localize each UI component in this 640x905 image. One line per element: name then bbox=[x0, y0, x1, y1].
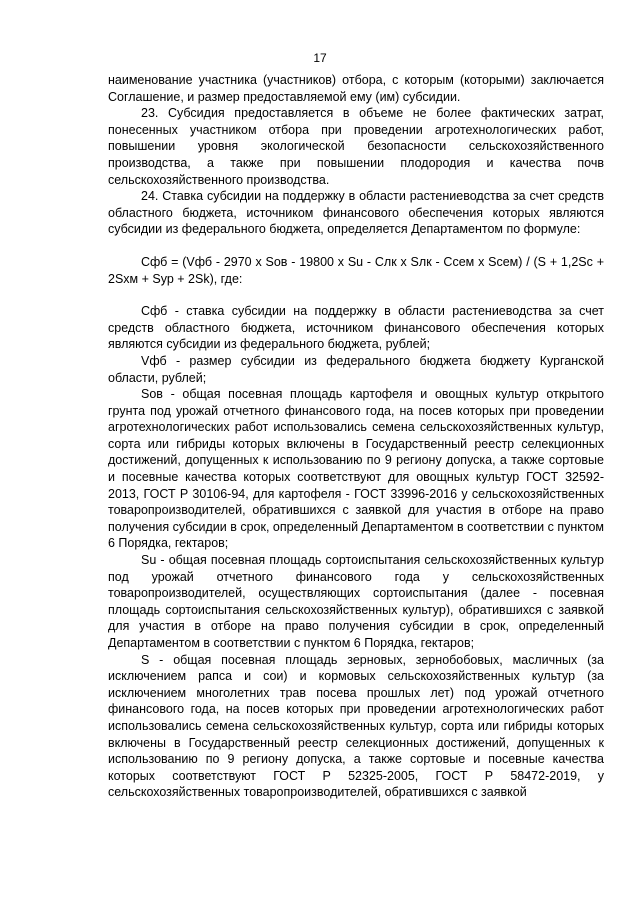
paragraph-24: 24. Ставка субсидии на поддержку в области растениеводства за счет средств областного бюджета, источником финансового обеспечения которых являются субсидии из федерального бюджета, определяется Департаментом по формуле: bbox=[108, 189, 604, 237]
definition-sov: Sов - общая посевная площадь картофеля и овощных культур открытого грунта под урожай отчетного финансового года, на посев которых при проведении агротехнологических работ использовались семена сельскохозяйственных культур, сорта или гибриды которых включены в Государственный реестр селекционных достижений, допущенных к использованию по 9 региону допуска, а также сортовые и посевные качества которых соответствуют для овощных культур ГОСТ 32592-2013, ГОСТ Р 30106-94, для картофеля - ГОСТ 33996-2016 у сельскохозяйственных товаропроизводителей, обратившихся с заявкой для участия в отборе на право получения субсидии в срок, определенный Департаментом в соответствии с пунктом 6 Порядка, гектаров; bbox=[108, 387, 604, 551]
spacer bbox=[108, 287, 604, 303]
document-body bbox=[108, 72, 604, 801]
definition-su: Su - общая посевная площадь сортоиспытания сельскохозяйственных культур под урожай отчетного финансового года у сельскохозяйственных товаропроизводителей, осуществляющих сортоиспытания (далее - посевная площадь сортоиспытания сельскохозяйственных культур), обратившихся с заявкой для участия в отборе на право получения субсидии в срок, определенный Департаментом в соответствии с пунктом 6 Порядка, гектаров; bbox=[108, 553, 604, 650]
definition-sfb: Сфб - ставка субсидии на поддержку в области растениеводства за счет средств областного бюджета, источником финансового обеспечения которых являются субсидии из федерального бюджета, рублей; bbox=[108, 304, 604, 352]
definition-s: S - общая посевная площадь зерновых, зернобобовых, масличных (за исключением рапса и сои) и кормовых сельскохозяйственных культур (за исключением многолетних трав посева прошлых лет) под урожай отчетного финансового года, на посев которых при проведении агротехнологических работ использовались семена сельскохозяйственных культур, сорта или гибриды которых включены в Государственный реестр селекционных достижений, допущенных к использованию по 9 региону допуска, а также сортовые и посевные качества которых соответствуют ГОСТ Р 52325-2005, ГОСТ Р 58472-2019, у сельскохозяйственных товаропроизводителей, обратившихся с заявкой bbox=[108, 652, 604, 800]
paragraph-23: 23. Субсидия предоставляется в объеме не более фактических затрат, понесенных участником отбора при проведении агротехнологических работ, повышении уровня экологической безопасности сельскохозяйственного производства, а также при повышении плодородия и качества почв сельскохозяйственного производства. bbox=[108, 106, 604, 187]
paragraph-continuation: наименование участника (участников) отбора, с которым (которыми) заключается Соглашение, и размер предоставляемой ему (им) субсидии. bbox=[108, 73, 604, 104]
definition-vfb: Vфб - размер субсидии из федерального бюджета бюджету Курганской области, рублей; bbox=[108, 353, 604, 385]
spacer bbox=[108, 238, 604, 254]
page-number: 17 bbox=[313, 51, 327, 65]
formula: Сфб = (Vфб - 2970 x Sов - 19800 x Su - Слк x Sлк - Ссем x Sсем) / (S + 1,2Sс + 2Sхм + Sур + 2Sk), где: bbox=[108, 254, 604, 286]
